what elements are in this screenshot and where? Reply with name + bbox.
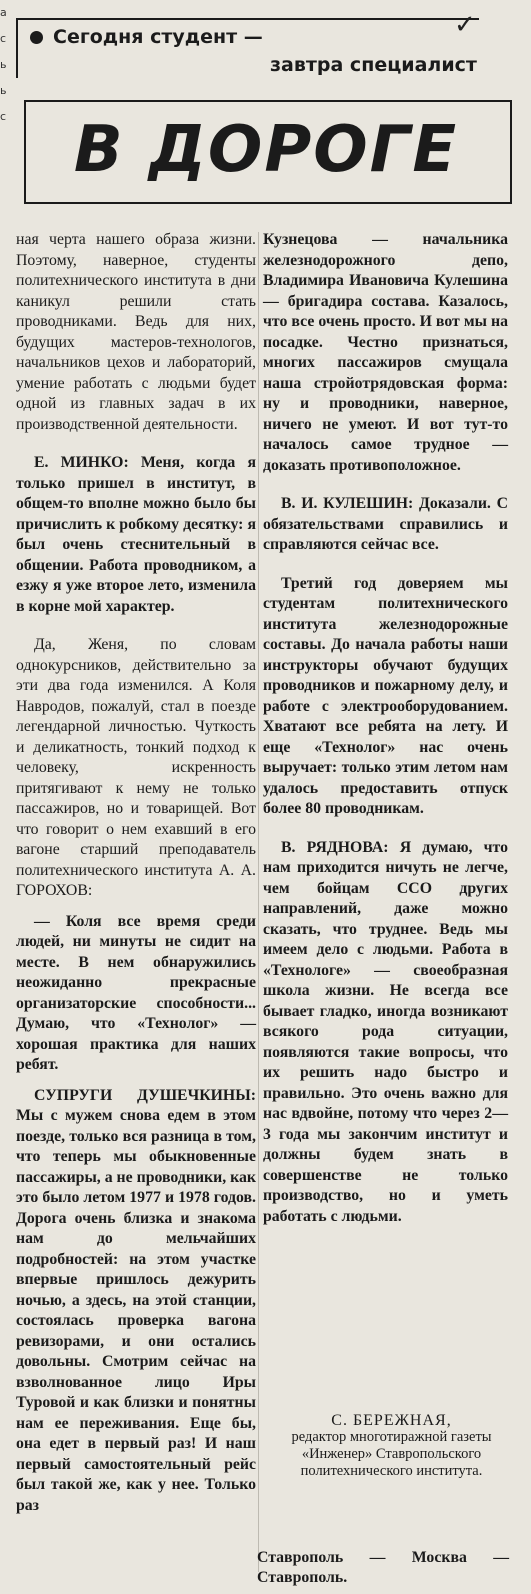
paragraph — [263, 838, 508, 1228]
paragraph-text: Доказали. С обязательствами справились и справляются сейчас все. — [263, 495, 509, 553]
paragraph — [263, 574, 508, 820]
corner-mark-icon: ✓ — [454, 10, 476, 40]
rubric-text-1: Сегодня студент — — [53, 26, 263, 48]
paragraph — [263, 230, 508, 476]
speaker-name: В. И. КУЛЕШИН: — [281, 495, 414, 512]
paragraph-text: Я думаю, что нам приходится ничуть не легче, чем бойцам ССО других направлений, даже можно сказать, что труднее. Ведь мы имеем дело с людьми. Работа в «Технологе» — своеобразная школа жизни. Не всегда все бывает гладко, иногда возникают всякого рода ситуации, появляются такие вопросы, что их решить надо быстро и правильно. Это очень важно для нас вдвойне, потому что через 2—3 года мы закончим институт и должны будем знать в совершенстве не только производство, но и уметь работать с людьми. — [263, 838, 509, 1225]
speaker-name: В. РЯДНОВА: — [281, 838, 389, 856]
paragraph — [16, 230, 256, 435]
rubric-line-2: завтра специалист — [270, 54, 477, 76]
paragraph-text: Да, Женя, по словам однокурсников, действительно за эти два года изменился. А Коля Навродов, пожалуй, стал в поезде легендарной личностью. Чуткость и деликатность, тонкий подход к человеку, искренность притягивают к нему не только пассажиров, но и товарищей. Вот что говорит о нем ехавший в его вагоне старший преподаватель политехнического института А. А. ГОРОХОВ: — [16, 636, 256, 899]
paragraph-text: ная черта нашего образа жизни. Поэтому, наверное, студенты политехнического института в дни каникул решили стать проводниками. Ведь для них, будущих мастеров-технологов, начальников цехов и лабораторий, умение работать с людьми будет одной из главных задач в их производственной деятельности. — [16, 231, 256, 433]
paragraph — [16, 635, 256, 902]
author-signature — [279, 1412, 504, 1480]
paragraph — [16, 453, 256, 617]
paragraph — [16, 912, 256, 1076]
rubric-line-1 — [30, 26, 263, 48]
author-role: редактор многотиражной газеты «Инженер» Ставропольского политехнического института. — [291, 1429, 492, 1479]
article-column-left — [16, 230, 256, 1516]
speaker-name: Е. МИНКО: — [34, 454, 129, 471]
paragraph-text: Третий год доверяем мы студентам политехнического института железнодорожные составы. До начала работы наши инструкторы обучают будущих проводников и пожарному делу, и работе с электрооборудованием. Хватают все ребята на лету. И еще «Технолог» нас очень выручает: только этим летом нам удалось предоставить отпуск более 80 проводникам. — [263, 574, 508, 817]
paragraph — [16, 1086, 256, 1517]
adjacent-column-fragment: а с ь ь с — [0, 6, 7, 123]
paragraph-text: Меня, когда я только пришел в институт, в общем-то вполне можно было бы причислить к робкому десятку: я был очень стеснительный в общении. Работа проводником, а езжу я уже второе лето, изменила в корне мой характер. — [16, 454, 256, 615]
route-dateline: Ставрополь — Москва — Ставрополь. — [257, 1549, 509, 1586]
paragraph-text: Мы с мужем снова едем в этом поезде, только вся разница в том, что теперь мы обыкновенные пассажиры, а не проводники, как это было летом 1977 и 1978 годов. Дорога очень близка и знакома нам до мельчайших подробностей: на этом участке впервые пришлось дежурить ночью, а здесь, на этой станции, состоялась проверка вагона ревизорами, и они остались довольны. Смотрим сейчас на взволнованное лицо Иры Туровой и как близки и понятны нам ее переживания. Еще бы, она едет в первый раз! И наш первый самостоятельный рейс был такой же, как у нее. Только раз — [16, 1107, 257, 1514]
headline: В ДОРОГЕ — [73, 113, 459, 187]
paragraph — [263, 494, 508, 556]
article-column-right — [263, 230, 508, 1227]
paragraph-text: — Коля все время среди людей, ни минуты не сидит на месте. В нем обнаружились неожиданно прекрасные организаторские способности... Думаю, что «Технолог» — хорошая практика для наших ребят. — [16, 912, 256, 1073]
paragraph-text: Кузнецова — начальника железнодорожного депо, Владимира Ивановича Кулешина — бригадира состава. Казалось, что все очень просто. И вот мы на посадке. Честно признаться, многих пассажиров смущала наша стройотрядовская форма: ну и проводники, наверное, ничего не умеют. И вот тут-то началось самое трудное — доказать противоположное. — [263, 231, 508, 474]
author-name: С. БЕРЕЖНАЯ, — [331, 1412, 452, 1429]
speaker-name: СУПРУГИ ДУШЕЧКИНЫ: — [34, 1086, 256, 1104]
bullet-dot-icon — [30, 31, 43, 44]
column-divider — [258, 232, 259, 1572]
